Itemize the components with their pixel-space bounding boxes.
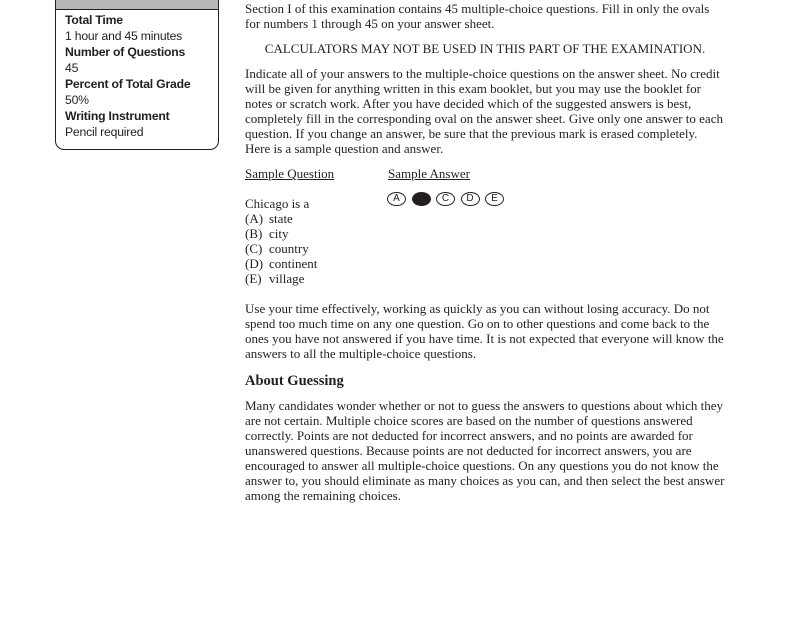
choice-e: [245, 271, 317, 286]
instructions-paragraph: Indicate all of your answers to the multiple-choice questions on the answer sheet. No credit will be given for anything written in this exam booklet, but you may use the booklet for notes or scratch work. After you have decided which of the suggested answers is best, completely fill in the corresponding oval on the answer sheet. Give only one answer to each question. If you change an answer, be sure that the previous mark is erased completely. Here is a sample question and answer.: [245, 66, 723, 156]
total-time-value: 1 hour and 45 minutes: [65, 29, 183, 43]
answer-bubble-e: E: [485, 192, 504, 206]
answer-bubble-b: [412, 192, 431, 206]
main-content: [245, 0, 725, 503]
sample-question: [245, 196, 317, 286]
answer-bubble-c: C: [436, 192, 455, 206]
guessing-paragraph: Many candidates wonder whether or not to guess the answers to questions about which they are not certain. Multiple choice scores are based on the number of questions answered correctly. Points are not deducted for incorrect answers, and no points are awarded for unanswered questions. Because points are not deducted for incorrect answers, you are encouraged to answer all multiple-choice questions. On any questions you do not know the answer to, you should eliminate as many choices as you can, and then select the best answer among the remaining choices.: [245, 398, 725, 503]
choice-b: [245, 226, 317, 241]
writing-instrument-value: Pencil required: [65, 125, 144, 139]
exam-info-box: [55, 0, 219, 150]
choice-d: [245, 256, 317, 271]
about-guessing-heading: About Guessing: [245, 373, 344, 389]
total-time-label: Total Time: [65, 13, 123, 27]
answer-bubble-a: A: [387, 192, 406, 206]
choice-text: village: [269, 271, 305, 286]
number-of-questions-label: Number of Questions: [65, 45, 186, 59]
exam-info-header: [56, 0, 218, 10]
choice-letter: (B): [245, 226, 263, 241]
choice-text: city: [269, 226, 289, 241]
sample-block: [245, 193, 725, 286]
sample-answer-heading: Sample Answer: [388, 166, 470, 181]
sample-headings: [245, 166, 725, 181]
choice-letter: (C): [245, 241, 263, 256]
answer-bubble-d: D: [461, 192, 480, 206]
choice-text: country: [269, 241, 309, 256]
question-stem: Chicago is a: [245, 196, 310, 211]
choice-c: [245, 241, 317, 256]
choice-letter: (E): [245, 271, 262, 286]
writing-instrument-label: Writing Instrument: [65, 109, 170, 123]
choice-letter: (A): [245, 211, 264, 226]
calculator-notice: CALCULATORS MAY NOT BE USED IN THIS PART OF THE EXAMINATION.: [264, 41, 706, 56]
choice-letter: (D): [245, 256, 264, 271]
choice-a: [245, 211, 317, 226]
number-of-questions-value: 45: [65, 61, 79, 75]
percent-of-grade-value: 50%: [65, 93, 89, 107]
sample-answer-bubbles: [387, 192, 510, 206]
exam-info-body: [56, 10, 218, 140]
intro-paragraph: Section I of this examination contains 45 multiple-choice questions. Fill in only the ovals for numbers 1 through 45 on your answer sheet.: [245, 1, 710, 31]
choice-text: state: [269, 211, 293, 226]
time-paragraph: Use your time effectively, working as quickly as you can without losing accuracy. Do not spend too much time on any one question. Go on to other questions and come back to the ones you have not answered if you have time. It is not expected that everyone will know the answers to all the multiple-choice questions.: [245, 301, 724, 361]
choice-text: continent: [269, 256, 318, 271]
percent-of-grade-label: Percent of Total Grade: [65, 77, 191, 91]
sample-question-heading: Sample Question: [245, 166, 335, 181]
